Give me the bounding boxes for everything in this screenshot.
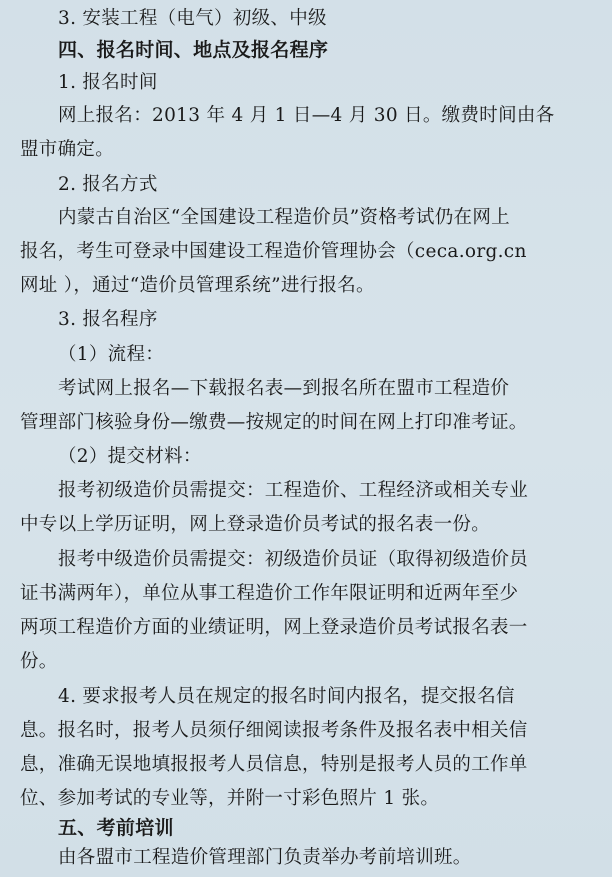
text-line: 网上报名：2013 年 4 月 1 日—4 月 30 日。缴费时间由各	[58, 105, 555, 126]
text-line: 报名，考生可登录中国建设工程造价管理协会（ceca.org.cn	[20, 241, 527, 262]
text-line: 管理部门核验身份—缴费—按规定的时间在网上打印准考证。	[20, 412, 528, 433]
text-line: 两项工程造价方面的业绩证明，网上登录造价员考试报名表一	[20, 617, 528, 638]
text-line: 1. 报名时间	[58, 72, 158, 93]
text-line: 证书满两年），单位从事工程造价工作年限证明和近两年至少	[20, 583, 519, 604]
text-line: 网址 ），通过“造价员管理系统”进行报名。	[20, 275, 375, 296]
text-line: 报考初级造价员需提交：工程造价、工程经济或相关专业	[58, 480, 529, 501]
text-line: 报考中级造价员需提交：初级造价员证（取得初级造价员	[58, 549, 529, 570]
text-line: 考试网上报名—下载报名表—到报名所在盟市工程造价	[58, 378, 510, 399]
text-line: 3. 安装工程（电气）初级、中级	[58, 8, 327, 29]
text-line: 息。报名时，报考人员须仔细阅读报考条件及报名表中相关信	[20, 720, 528, 741]
text-line: 3. 报名程序	[58, 309, 158, 330]
text-line: 份。	[20, 651, 58, 672]
text-line: （1）流程：	[58, 344, 165, 365]
text-line: 盟市确定。	[20, 139, 115, 160]
text-line: 中专以上学历证明，网上登录造价员考试的报名表一份。	[20, 514, 491, 535]
text-line: （2）提交材料：	[58, 446, 202, 467]
text-line: 位、参加考试的专业等，并附一寸彩色照片 1 张。	[20, 788, 440, 809]
section-heading: 五、考前培训	[58, 817, 174, 839]
text-line: 息，准确无误地填报报考人员信息，特别是报考人员的工作单	[20, 754, 528, 775]
section-heading: 四、报名时间、地点及报名程序	[58, 39, 329, 61]
text-line: 由各盟市工程造价管理部门负责举办考前培训班。	[58, 847, 472, 868]
text-line: 2. 报名方式	[58, 174, 158, 195]
text-line: 4. 要求报考人员在规定的报名时间内报名，提交报名信	[58, 686, 515, 707]
text-line: 内蒙古自治区“全国建设工程造价员”资格考试仍在网上	[58, 207, 510, 228]
